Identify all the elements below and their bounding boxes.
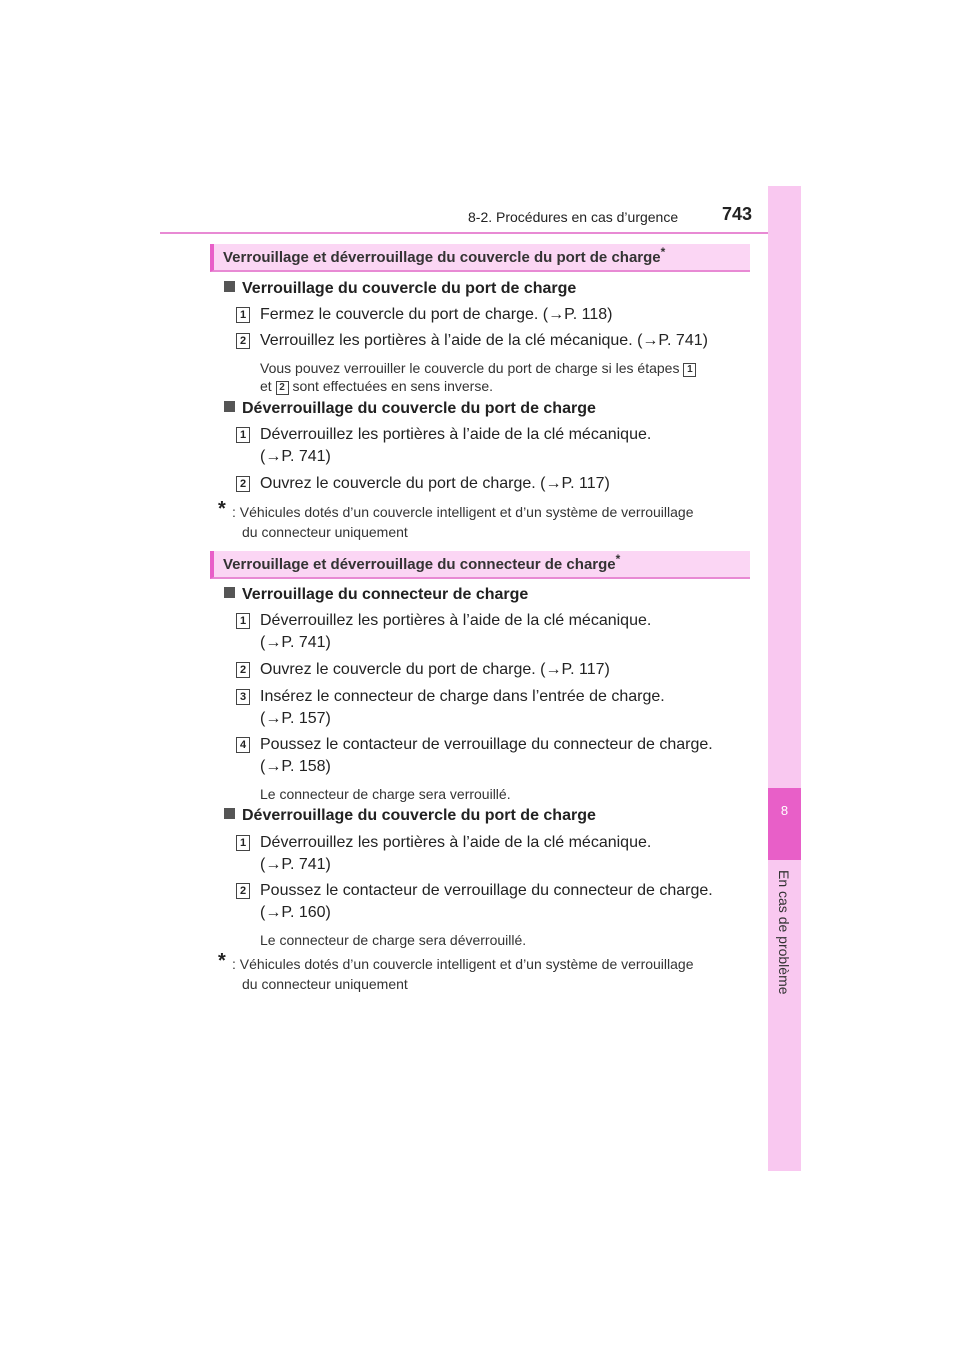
header-section-title: 8-2. Procédures en cas d’urgence bbox=[468, 209, 679, 225]
step-ref: 1 bbox=[683, 363, 696, 377]
step-number: 4 bbox=[236, 737, 250, 753]
step-text: Poussez le contacteur de verrouillage du connecteur de charge. (→P. 160) bbox=[260, 882, 713, 921]
note-connector-locked: Le connecteur de charge sera verrouillé. bbox=[260, 786, 511, 802]
footnote-star: * bbox=[218, 498, 226, 520]
subheading-lock-port-cover: Verrouillage du couvercle du port de charge bbox=[224, 280, 576, 298]
step-number: 1 bbox=[236, 307, 250, 323]
step-text: Poussez le contacteur de verrouillage du connecteur de charge. (→P. 158) bbox=[260, 736, 713, 775]
step-text: Déverrouillez les portières à l’aide de la clé mécanique. (→P. 741) bbox=[260, 426, 652, 465]
note-connector-unlocked: Le connecteur de charge sera déverrouillé. bbox=[260, 932, 527, 948]
step-number: 2 bbox=[236, 662, 250, 678]
step-ref: 2 bbox=[276, 381, 289, 395]
header-divider bbox=[160, 232, 800, 234]
footnote: * : Véhicules dotés d’un couvercle intelligent et d’un système de verrouillage du connecteur uniquement bbox=[218, 498, 694, 540]
step-number: 1 bbox=[236, 613, 250, 629]
footnote: * : Véhicules dotés d’un couvercle intelligent et d’un système de verrouillage du connecteur uniquement bbox=[218, 950, 694, 992]
footnote-star: * bbox=[218, 950, 226, 972]
step-text: Déverrouillez les portières à l’aide de la clé mécanique. (→P. 741) bbox=[260, 612, 652, 651]
step-number: 1 bbox=[236, 427, 250, 443]
subheading-unlock-connector: Déverrouillage du couvercle du port de charge bbox=[224, 807, 596, 825]
chapter-number-badge: 8 bbox=[768, 788, 801, 860]
section-title: Verrouillage et déverrouillage du connecteur de charge bbox=[223, 556, 616, 573]
square-bullet-icon bbox=[224, 401, 235, 412]
step-number: 2 bbox=[236, 883, 250, 899]
chapter-side-tab bbox=[768, 186, 801, 1171]
square-bullet-icon bbox=[224, 808, 235, 819]
step-number: 1 bbox=[236, 835, 250, 851]
step-number: 3 bbox=[236, 689, 250, 705]
chapter-label: En cas de problème bbox=[776, 870, 792, 995]
step-number: 2 bbox=[236, 476, 250, 492]
square-bullet-icon bbox=[224, 587, 235, 598]
step-text: Insérez le connecteur de charge dans l’entrée de charge. (→P. 157) bbox=[260, 688, 665, 727]
subheading-lock-connector: Verrouillage du connecteur de charge bbox=[224, 586, 528, 604]
step-text: Déverrouillez les portières à l’aide de la clé mécanique. (→P. 741) bbox=[260, 834, 652, 873]
note-reverse-steps: Vous pouvez verrouiller le couvercle du port de charge si les étapes 1 et 2 sont effectuées en sens inverse. bbox=[260, 359, 750, 395]
step-text: Verrouillez les portières à l’aide de la clé mécanique. (→P. 741) bbox=[260, 332, 708, 349]
section-header-port-cover bbox=[210, 244, 750, 272]
step-text: Ouvrez le couvercle du port de charge. (→P. 117) bbox=[260, 661, 610, 678]
section-title: Verrouillage et déverrouillage du couvercle du port de charge bbox=[223, 249, 661, 266]
section-header-connector bbox=[210, 551, 750, 579]
page-number: 743 bbox=[722, 204, 753, 224]
step-text: Fermez le couvercle du port de charge. (→P. 118) bbox=[260, 306, 613, 323]
subheading-unlock-port-cover: Déverrouillage du couvercle du port de charge bbox=[224, 400, 596, 418]
square-bullet-icon bbox=[224, 281, 235, 292]
step-text: Ouvrez le couvercle du port de charge. (→P. 117) bbox=[260, 475, 610, 492]
footnote-star: * bbox=[660, 245, 666, 259]
footnote-star: * bbox=[615, 552, 621, 566]
step-number: 2 bbox=[236, 333, 250, 349]
